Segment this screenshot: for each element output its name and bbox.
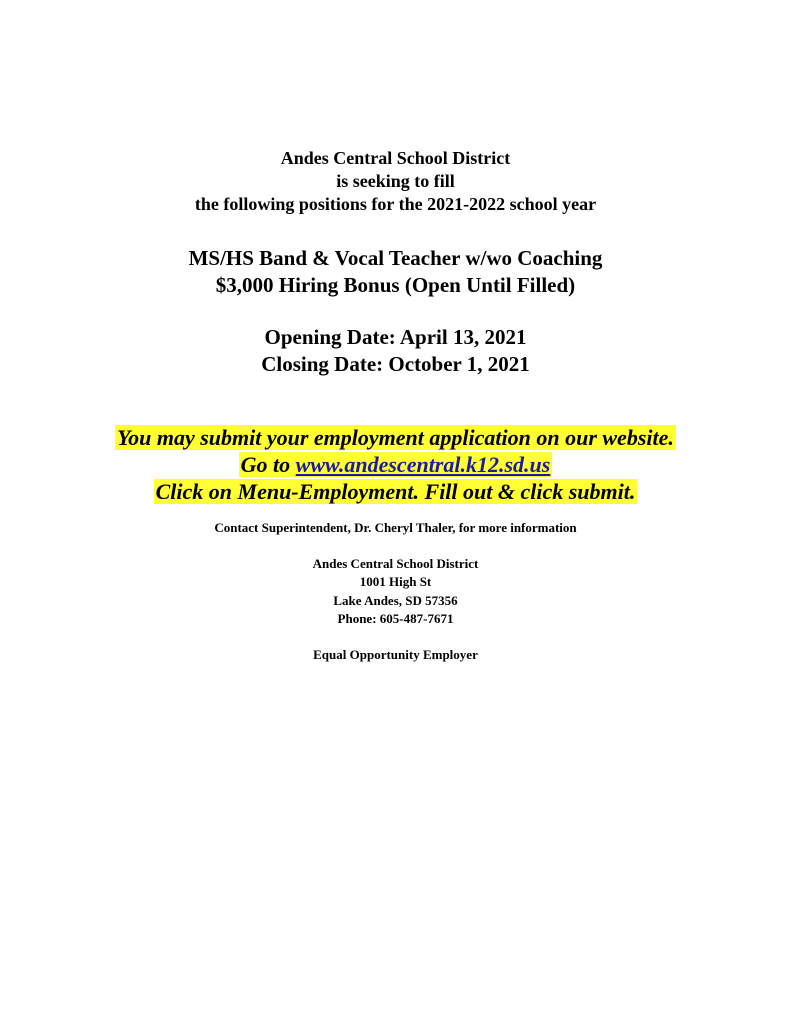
address-phone: Phone: 605-487-7671: [337, 611, 454, 626]
equal-opportunity-employer: Equal Opportunity Employer: [313, 647, 478, 662]
website-link[interactable]: www.andescentral.k12.sd.us: [295, 452, 551, 477]
website-highlight: [239, 452, 553, 477]
closing-date: Closing Date: October 1, 2021: [261, 352, 530, 376]
website-line: [0, 451, 791, 478]
district-heading: Andes Central School District: [280, 148, 511, 168]
menu-instruction: Click on Menu-Employment. Fill out & click submit.: [155, 479, 636, 504]
positions-for-line: the following positions for the 2021-2022 school year: [194, 194, 597, 214]
menu-instruction-line: [0, 478, 791, 505]
seeking-line: is seeking to fill: [336, 171, 455, 191]
position-title: MS/HS Band & Vocal Teacher w/wo Coaching: [188, 246, 603, 270]
address-street: 1001 High St: [359, 574, 432, 589]
opening-date: Opening Date: April 13, 2021: [264, 325, 527, 349]
go-to-text: Go to: [240, 452, 296, 477]
address-name: Andes Central School District: [312, 556, 479, 571]
apply-instruction-line: [0, 424, 791, 451]
contact-info: Contact Superintendent, Dr. Cheryl Thaler, for more information: [214, 520, 577, 535]
apply-text: You may submit your employment application on our website.: [117, 425, 674, 450]
address-city: Lake Andes, SD 57356: [333, 593, 458, 608]
hiring-bonus: $3,000 Hiring Bonus (Open Until Filled): [215, 273, 576, 297]
